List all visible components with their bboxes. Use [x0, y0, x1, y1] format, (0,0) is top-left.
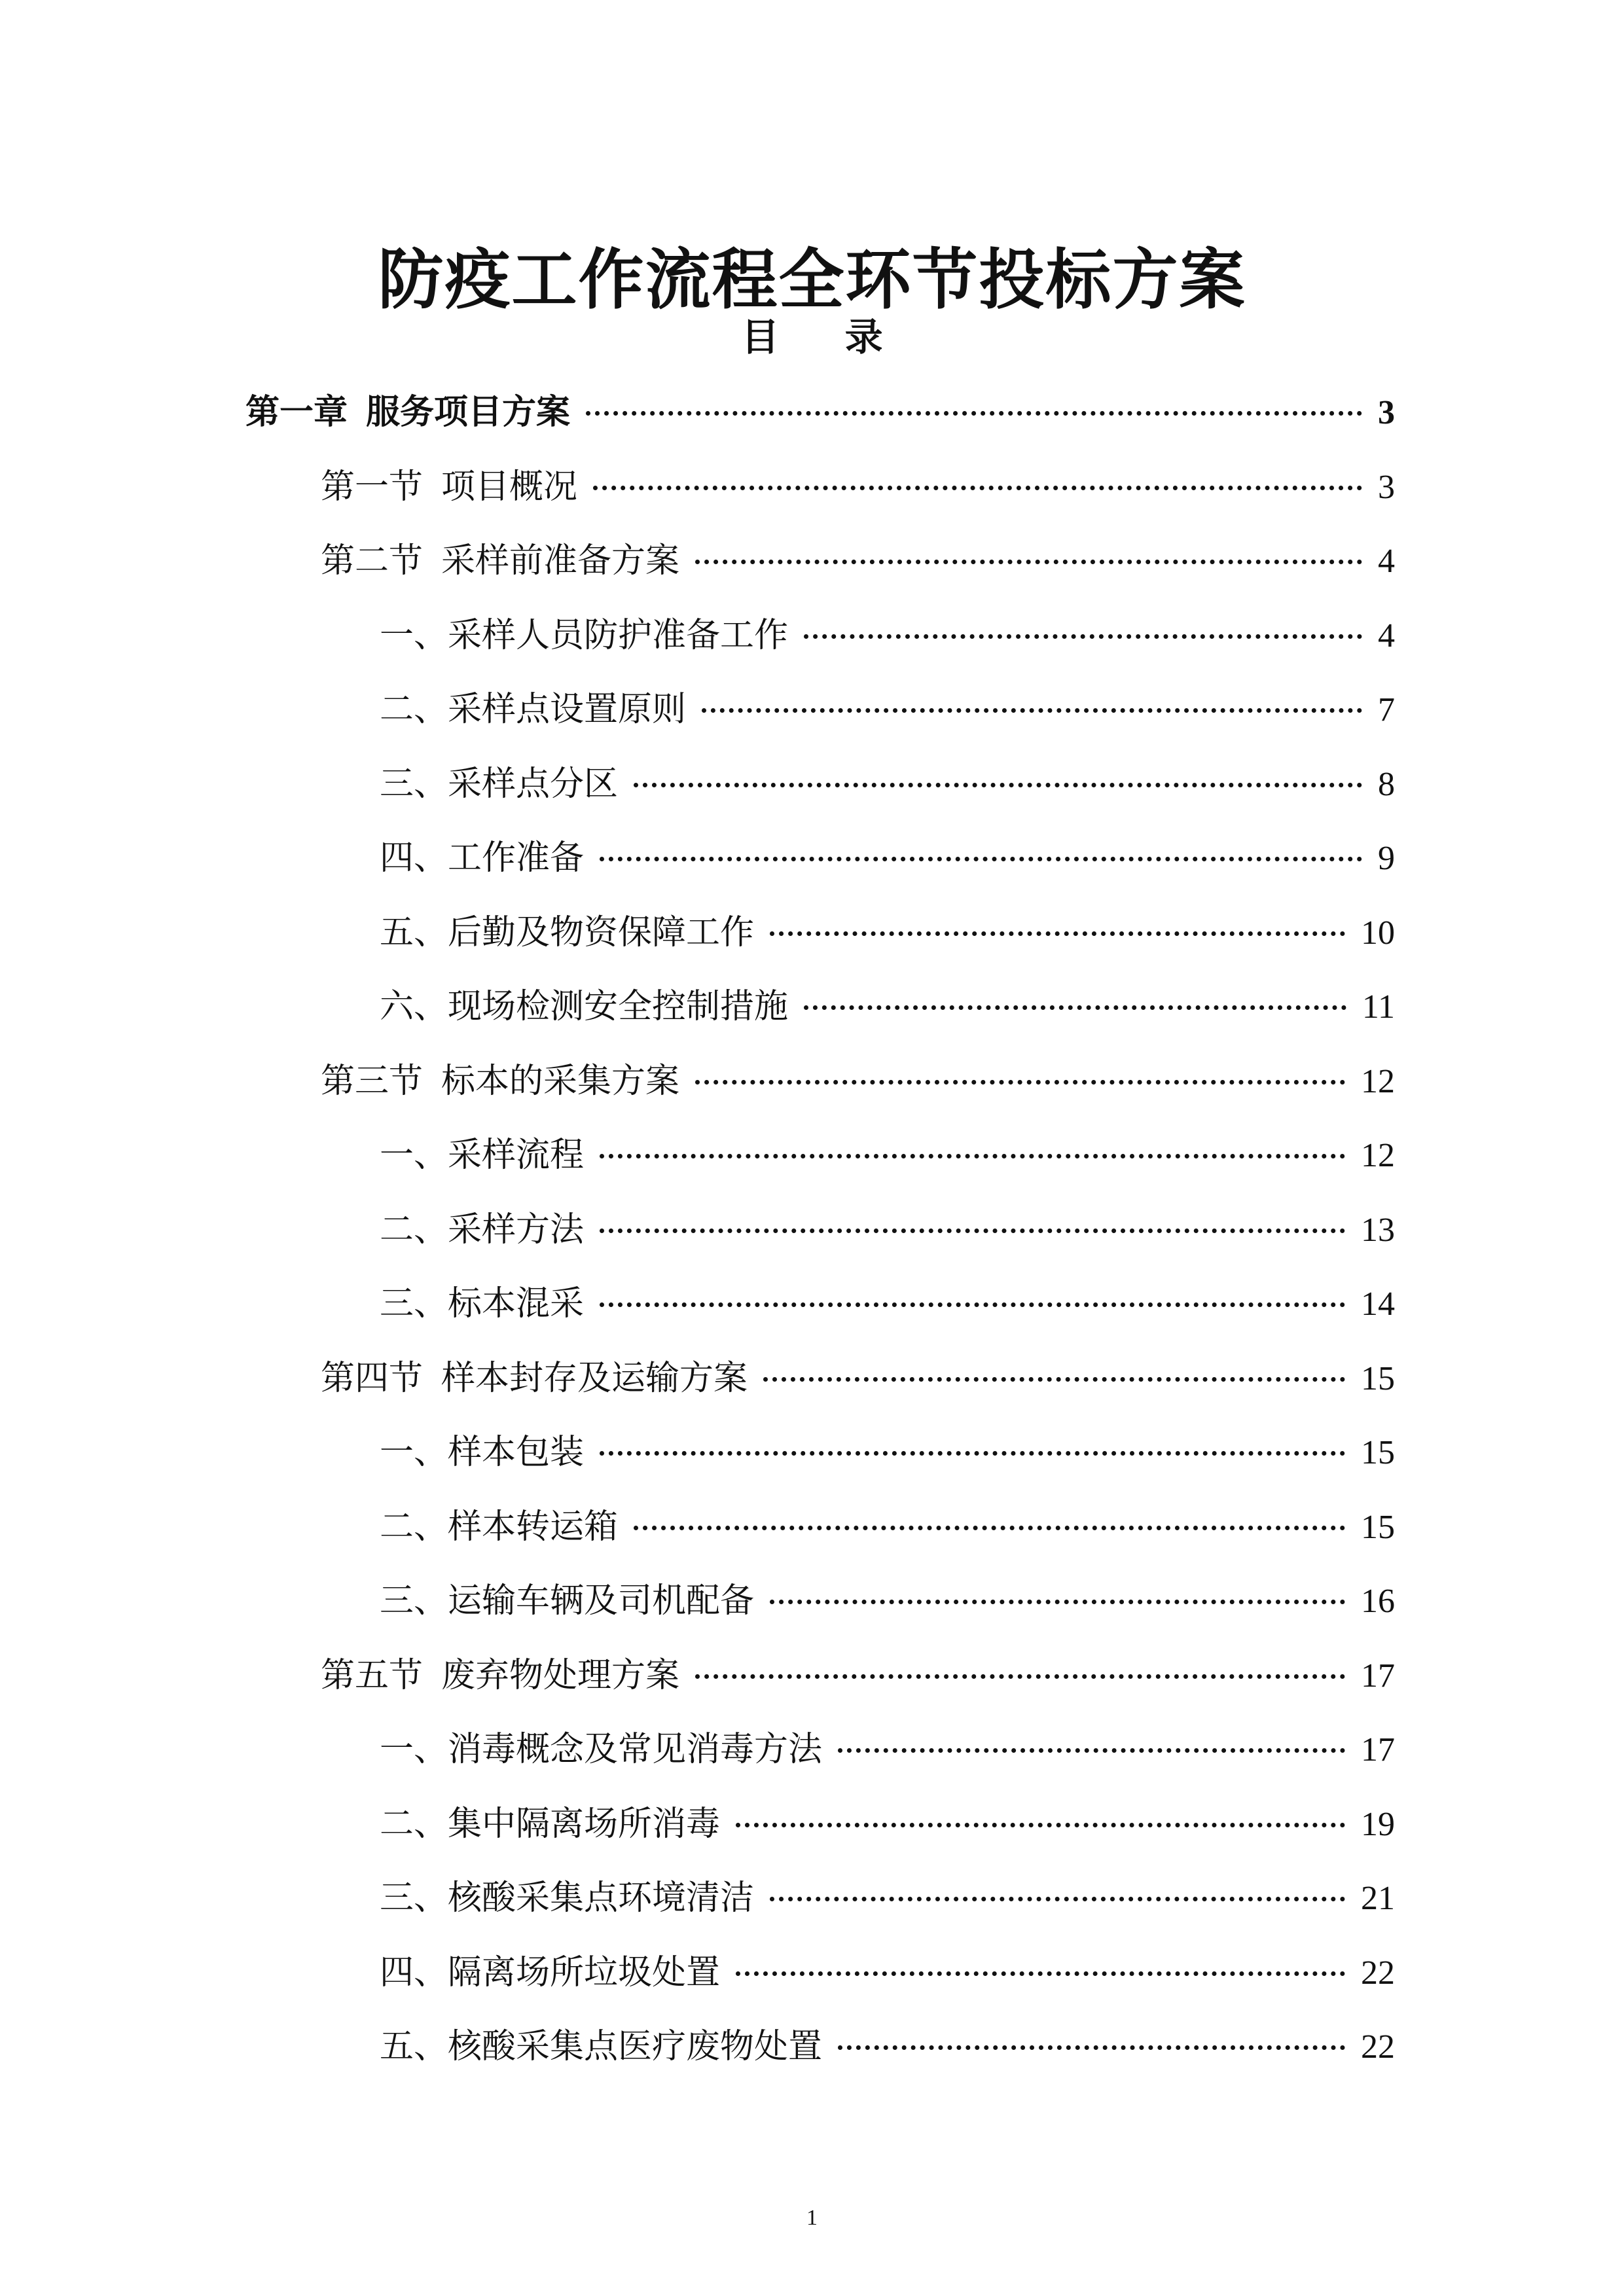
- toc-entry-title: 采样方法: [448, 1210, 585, 1249]
- toc-entry-page: 10: [1361, 914, 1395, 952]
- toc-entry-item[interactable]: [0, 1278, 1624, 1330]
- toc-row: [380, 980, 1395, 1033]
- toc-entry-page: 3: [1378, 394, 1395, 431]
- toc-row: [321, 1055, 1395, 1108]
- toc-row: [380, 1872, 1395, 1925]
- toc-dot-leader: [695, 1674, 1345, 1679]
- toc-dot-leader: [600, 1154, 1345, 1158]
- toc-entry-item[interactable]: [0, 832, 1624, 884]
- toc-entry-page: 16: [1361, 1583, 1395, 1620]
- toc-entry-title: 废弃物处理方案: [441, 1655, 680, 1695]
- toc-dot-leader: [736, 1971, 1345, 1976]
- toc-entry-title: 采样点设置原则: [448, 690, 687, 729]
- toc-row: [380, 1946, 1395, 2000]
- toc-heading: 目 录: [741, 315, 909, 359]
- toc-entry-number: 一、: [380, 1433, 448, 1472]
- toc-entry-number: 三、: [380, 1581, 448, 1621]
- toc-row: [380, 832, 1395, 885]
- toc-entry-title: 样本转运箱: [448, 1507, 619, 1547]
- toc-entry-title: 核酸采集点医疗废物处置: [448, 2027, 823, 2066]
- toc-row: [321, 1352, 1395, 1405]
- toc-entry-number: 第一章: [245, 392, 348, 432]
- toc-entry-title: 服务项目方案: [366, 392, 571, 432]
- toc-entry-number: 四、: [380, 838, 448, 878]
- toc-entry-item[interactable]: [0, 1946, 1624, 1999]
- toc-entry-number: 第一节: [321, 467, 424, 507]
- toc-row: [321, 1649, 1395, 1702]
- toc-row: [380, 1204, 1395, 1257]
- toc-entry-item[interactable]: [0, 980, 1624, 1033]
- toc-entry-page: 4: [1378, 617, 1395, 655]
- toc-entry-item[interactable]: [0, 758, 1624, 810]
- toc-dot-leader: [600, 1302, 1345, 1307]
- toc-entry-page: 17: [1361, 1657, 1395, 1695]
- toc-entry-page: 15: [1361, 1359, 1395, 1397]
- toc-entry-item[interactable]: [0, 1575, 1624, 1627]
- toc-dot-leader: [593, 486, 1362, 490]
- toc-entry-page: 13: [1361, 1211, 1395, 1249]
- toc-entry-number: 三、: [380, 1878, 448, 1918]
- toc-entry-number: 四、: [380, 1952, 448, 1992]
- toc-entry-section[interactable]: [0, 535, 1624, 587]
- toc-entry-number: 三、: [380, 764, 448, 804]
- toc-dot-leader: [804, 1005, 1346, 1010]
- toc-entry-page: 11: [1362, 988, 1395, 1026]
- toc-row: [380, 609, 1395, 662]
- toc-entry-number: 三、: [380, 1284, 448, 1323]
- toc-entry-title: 采样点分区: [448, 764, 619, 804]
- toc-entry-item[interactable]: [0, 609, 1624, 662]
- toc-dot-leader: [770, 931, 1345, 936]
- toc-row: [380, 906, 1395, 960]
- toc-entry-section[interactable]: [0, 461, 1624, 513]
- toc-entry-number: 六、: [380, 987, 448, 1026]
- toc-entry-item[interactable]: [0, 1129, 1624, 1181]
- toc-entry-item[interactable]: [0, 1798, 1624, 1850]
- document-title: 防疫工作流程全环节投标方案: [378, 241, 1246, 318]
- toc-dot-leader: [600, 857, 1362, 861]
- toc-entry-title: 运输车辆及司机配备: [448, 1581, 755, 1621]
- toc-row: [380, 1426, 1395, 1479]
- toc-entry-page: 12: [1361, 1062, 1395, 1100]
- toc-entry-title: 样本包装: [448, 1433, 585, 1472]
- toc-entry-page: 15: [1361, 1434, 1395, 1471]
- toc-entry-number: 二、: [380, 1804, 448, 1844]
- toc-dot-leader: [702, 708, 1362, 713]
- toc-entry-page: 4: [1378, 543, 1395, 580]
- toc-entry-title: 样本封存及运输方案: [441, 1358, 748, 1398]
- toc-entry-section[interactable]: [0, 1055, 1624, 1107]
- toc-entry-page: 22: [1361, 1954, 1395, 1992]
- toc-entry-title: 集中隔离场所消毒: [448, 1804, 721, 1844]
- toc-dot-leader: [586, 411, 1362, 416]
- toc-entry-page: 15: [1361, 1508, 1395, 1546]
- toc-entry-number: 一、: [380, 615, 448, 655]
- toc-entry-item[interactable]: [0, 1204, 1624, 1256]
- toc-dot-leader: [763, 1377, 1345, 1382]
- toc-dot-leader: [634, 1526, 1345, 1530]
- toc-dot-leader: [736, 1823, 1345, 1827]
- toc-entry-section[interactable]: [0, 1352, 1624, 1405]
- toc-entry-page: 9: [1378, 840, 1395, 877]
- toc-entry-item[interactable]: [0, 1426, 1624, 1479]
- toc-dot-leader: [838, 1748, 1345, 1753]
- toc-entry-page: 14: [1361, 1285, 1395, 1323]
- toc-entry-page: 21: [1361, 1880, 1395, 1917]
- toc-entry-title: 现场检测安全控制措施: [448, 987, 789, 1026]
- toc-entry-page: 17: [1361, 1731, 1395, 1768]
- toc-entry-page: 8: [1378, 765, 1395, 803]
- toc-dot-leader: [770, 1897, 1345, 1901]
- toc-entry-section[interactable]: [0, 1649, 1624, 1702]
- toc-row: [321, 461, 1395, 514]
- toc-entry-page: 3: [1378, 468, 1395, 506]
- toc-row: [321, 535, 1395, 588]
- toc-dot-leader: [634, 783, 1362, 787]
- toc-row: [380, 2020, 1395, 2073]
- toc-entry-item[interactable]: [0, 2020, 1624, 2073]
- toc-dot-leader: [804, 634, 1362, 639]
- toc-entry-title: 隔离场所垃圾处置: [448, 1952, 721, 1992]
- toc-row: [380, 1129, 1395, 1182]
- toc-dot-leader: [695, 560, 1362, 564]
- toc-entry-number: 五、: [380, 2027, 448, 2066]
- toc-entry-number: 二、: [380, 1210, 448, 1249]
- toc-entry-number: 二、: [380, 1507, 448, 1547]
- toc-entry-page: 22: [1361, 2028, 1395, 2066]
- toc-entry-number: 二、: [380, 690, 448, 729]
- toc-entry-title: 核酸采集点环境清洁: [448, 1878, 755, 1918]
- toc-row: [380, 683, 1395, 736]
- toc-entry-title: 项目概况: [441, 467, 578, 507]
- toc-dot-leader: [695, 1080, 1345, 1085]
- toc-dot-leader: [838, 2045, 1345, 2050]
- toc-dot-leader: [600, 1229, 1345, 1233]
- toc-entry-number: 五、: [380, 912, 448, 952]
- toc-entry-title: 后勤及物资保障工作: [448, 912, 755, 952]
- toc-entry-title: 采样流程: [448, 1136, 585, 1175]
- toc-row: [380, 1723, 1395, 1776]
- toc-entry-item[interactable]: [0, 1872, 1624, 1924]
- toc-entry-page: 7: [1378, 691, 1395, 728]
- page-number: 1: [806, 2206, 818, 2230]
- toc-entry-title: 标本混采: [448, 1284, 585, 1323]
- toc-entry-title: 消毒概念及常见消毒方法: [448, 1730, 823, 1769]
- toc-row: [245, 386, 1395, 439]
- toc-entry-item[interactable]: [0, 906, 1624, 959]
- toc-entry-title: 采样前准备方案: [441, 541, 680, 581]
- toc-row: [380, 1501, 1395, 1554]
- toc-entry-number: 一、: [380, 1730, 448, 1769]
- toc-entry-title: 工作准备: [448, 838, 585, 878]
- toc-entry-number: 一、: [380, 1136, 448, 1175]
- toc-entry-title: 标本的采集方案: [441, 1061, 680, 1101]
- toc-entry-number: 第四节: [321, 1358, 424, 1398]
- toc-entry-title: 采样人员防护准备工作: [448, 615, 789, 655]
- toc-entry-item[interactable]: [0, 1501, 1624, 1553]
- toc-entry-page: 12: [1361, 1137, 1395, 1174]
- toc-entry-number: 第五节: [321, 1655, 424, 1695]
- toc-entry-page: 19: [1361, 1805, 1395, 1843]
- toc-dot-leader: [770, 1600, 1345, 1604]
- toc-entry-number: 第三节: [321, 1061, 424, 1101]
- toc-entry-item[interactable]: [0, 683, 1624, 736]
- toc-entry-number: 第二节: [321, 541, 424, 581]
- toc-entry-chapter[interactable]: [0, 386, 1624, 439]
- toc-entry-item[interactable]: [0, 1723, 1624, 1776]
- toc-row: [380, 1278, 1395, 1331]
- toc-dot-leader: [600, 1451, 1345, 1456]
- toc-row: [380, 1798, 1395, 1851]
- toc-row: [380, 1575, 1395, 1628]
- toc-row: [380, 758, 1395, 811]
